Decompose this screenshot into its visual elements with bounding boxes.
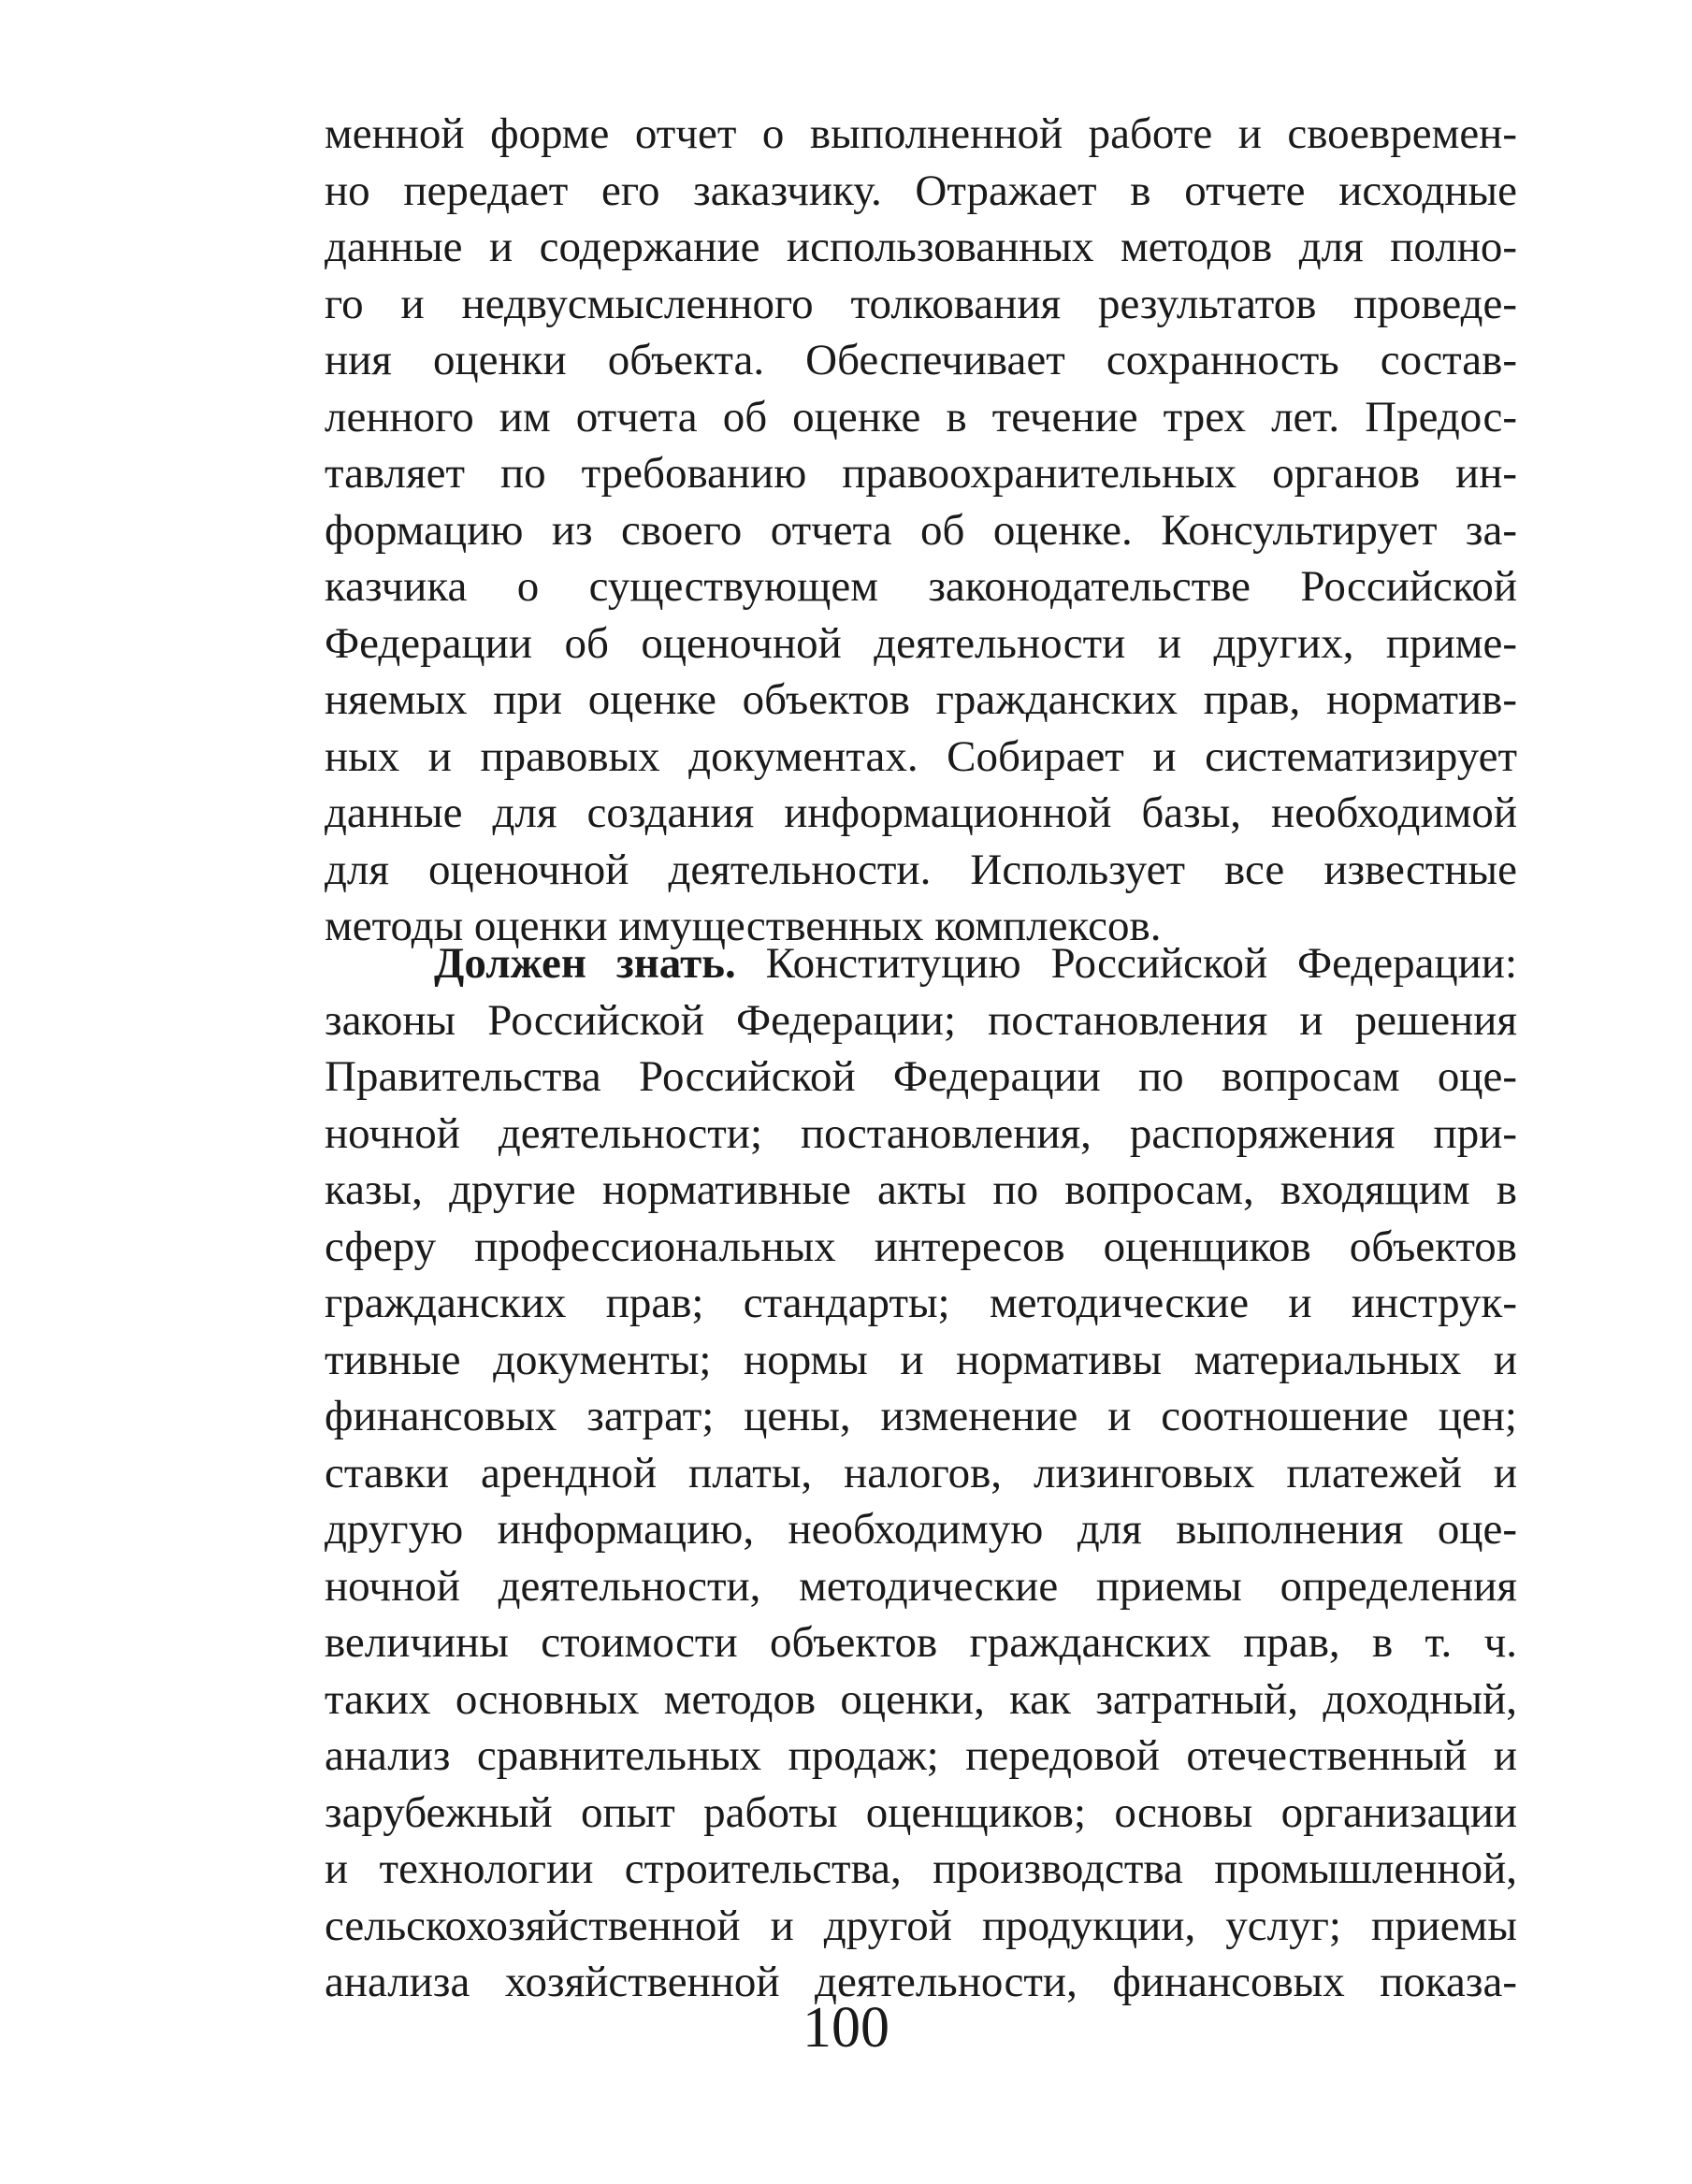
text-line: зарубежный опыт работы оценщиков; основы организации [325, 1787, 1517, 1837]
text-line: Правительства Российской Федерации по вопросам оце- [325, 1052, 1517, 1101]
text-line: гражданских прав; стандарты; методические и инструк- [325, 1279, 1517, 1327]
text-line-rest: Конституцию Российской Федерации: [735, 939, 1517, 988]
page-number: 100 [803, 1996, 889, 2060]
text-line: другую информацию, необходимую для выполнения оце- [325, 1505, 1517, 1554]
text-line: тавляет по требованию правоохранительных органов ин- [325, 449, 1517, 498]
text-line: законы Российской Федерации; постановления и решения [325, 995, 1517, 1045]
text-line: менной форме отчет о выполненной работе и своевремен- [325, 109, 1517, 158]
text-line-first [325, 935, 1517, 992]
text-line: ночной деятельности, методические приемы определения [325, 1561, 1517, 1611]
paragraph-must-know [325, 935, 1517, 2011]
text-line: величины стоимости объектов гражданских прав, в т. ч. [325, 1618, 1517, 1667]
text-line: данные и содержание использованных методов для полно- [325, 223, 1517, 271]
text-line: анализа хозяйственной деятельности, финансовых показа- [325, 1958, 1517, 2006]
text-line: Федерации об оценочной деятельности и других, приме- [325, 618, 1517, 668]
text-line: няемых при оценке объектов гражданских прав, норматив- [325, 675, 1517, 724]
text-line: ния оценки объекта. Обеспечивает сохранность состав- [325, 336, 1517, 384]
text-line: ночной деятельности; постановления, распоряжения при- [325, 1108, 1517, 1158]
text-line: таких основных методов оценки, как затратный, доходный, [325, 1674, 1517, 1724]
text-line: но передает его заказчику. Отражает в отчете исходные [325, 166, 1517, 215]
paragraph-job-duties [325, 106, 1517, 955]
text-line: ных и правовых документах. Собирает и систематизирует [325, 731, 1517, 781]
text-line: анализ сравнительных продаж; передовой отечественный и [325, 1731, 1517, 1780]
text-line: данные для создания информационной базы, необходимой [325, 788, 1517, 837]
text-line: и технологии строительства, производства промышленной, [325, 1844, 1517, 1893]
text-line: сферу профессиональных интересов оценщиков объектов [325, 1222, 1517, 1271]
text-line: казчика о существующем законодательстве Российской [325, 562, 1517, 611]
text-line: для оценочной деятельности. Использует все известные [325, 845, 1517, 894]
section-lead-heading: Должен знать. [434, 939, 736, 988]
text-line: ленного им отчета об оценке в течение трех лет. Предос- [325, 392, 1517, 441]
text-line: тивные документы; нормы и нормативы материальных и [325, 1335, 1517, 1384]
text-line: финансовых затрат; цены, изменение и соотношение цен; [325, 1392, 1517, 1440]
text-line: го и недвусмысленного толкования результатов проведе- [325, 279, 1517, 328]
text-line: казы, другие нормативные акты по вопросам, входящим в [325, 1165, 1517, 1214]
text-line: формацию из своего отчета об оценке. Консультирует за- [325, 505, 1517, 555]
text-line: методы оценки имущественных комплексов. [325, 902, 1162, 950]
text-line: сельскохозяйственной и другой продукции, услуг; приемы [325, 1901, 1517, 1950]
text-line: ставки арендной платы, налогов, лизинговых платежей и [325, 1448, 1517, 1497]
